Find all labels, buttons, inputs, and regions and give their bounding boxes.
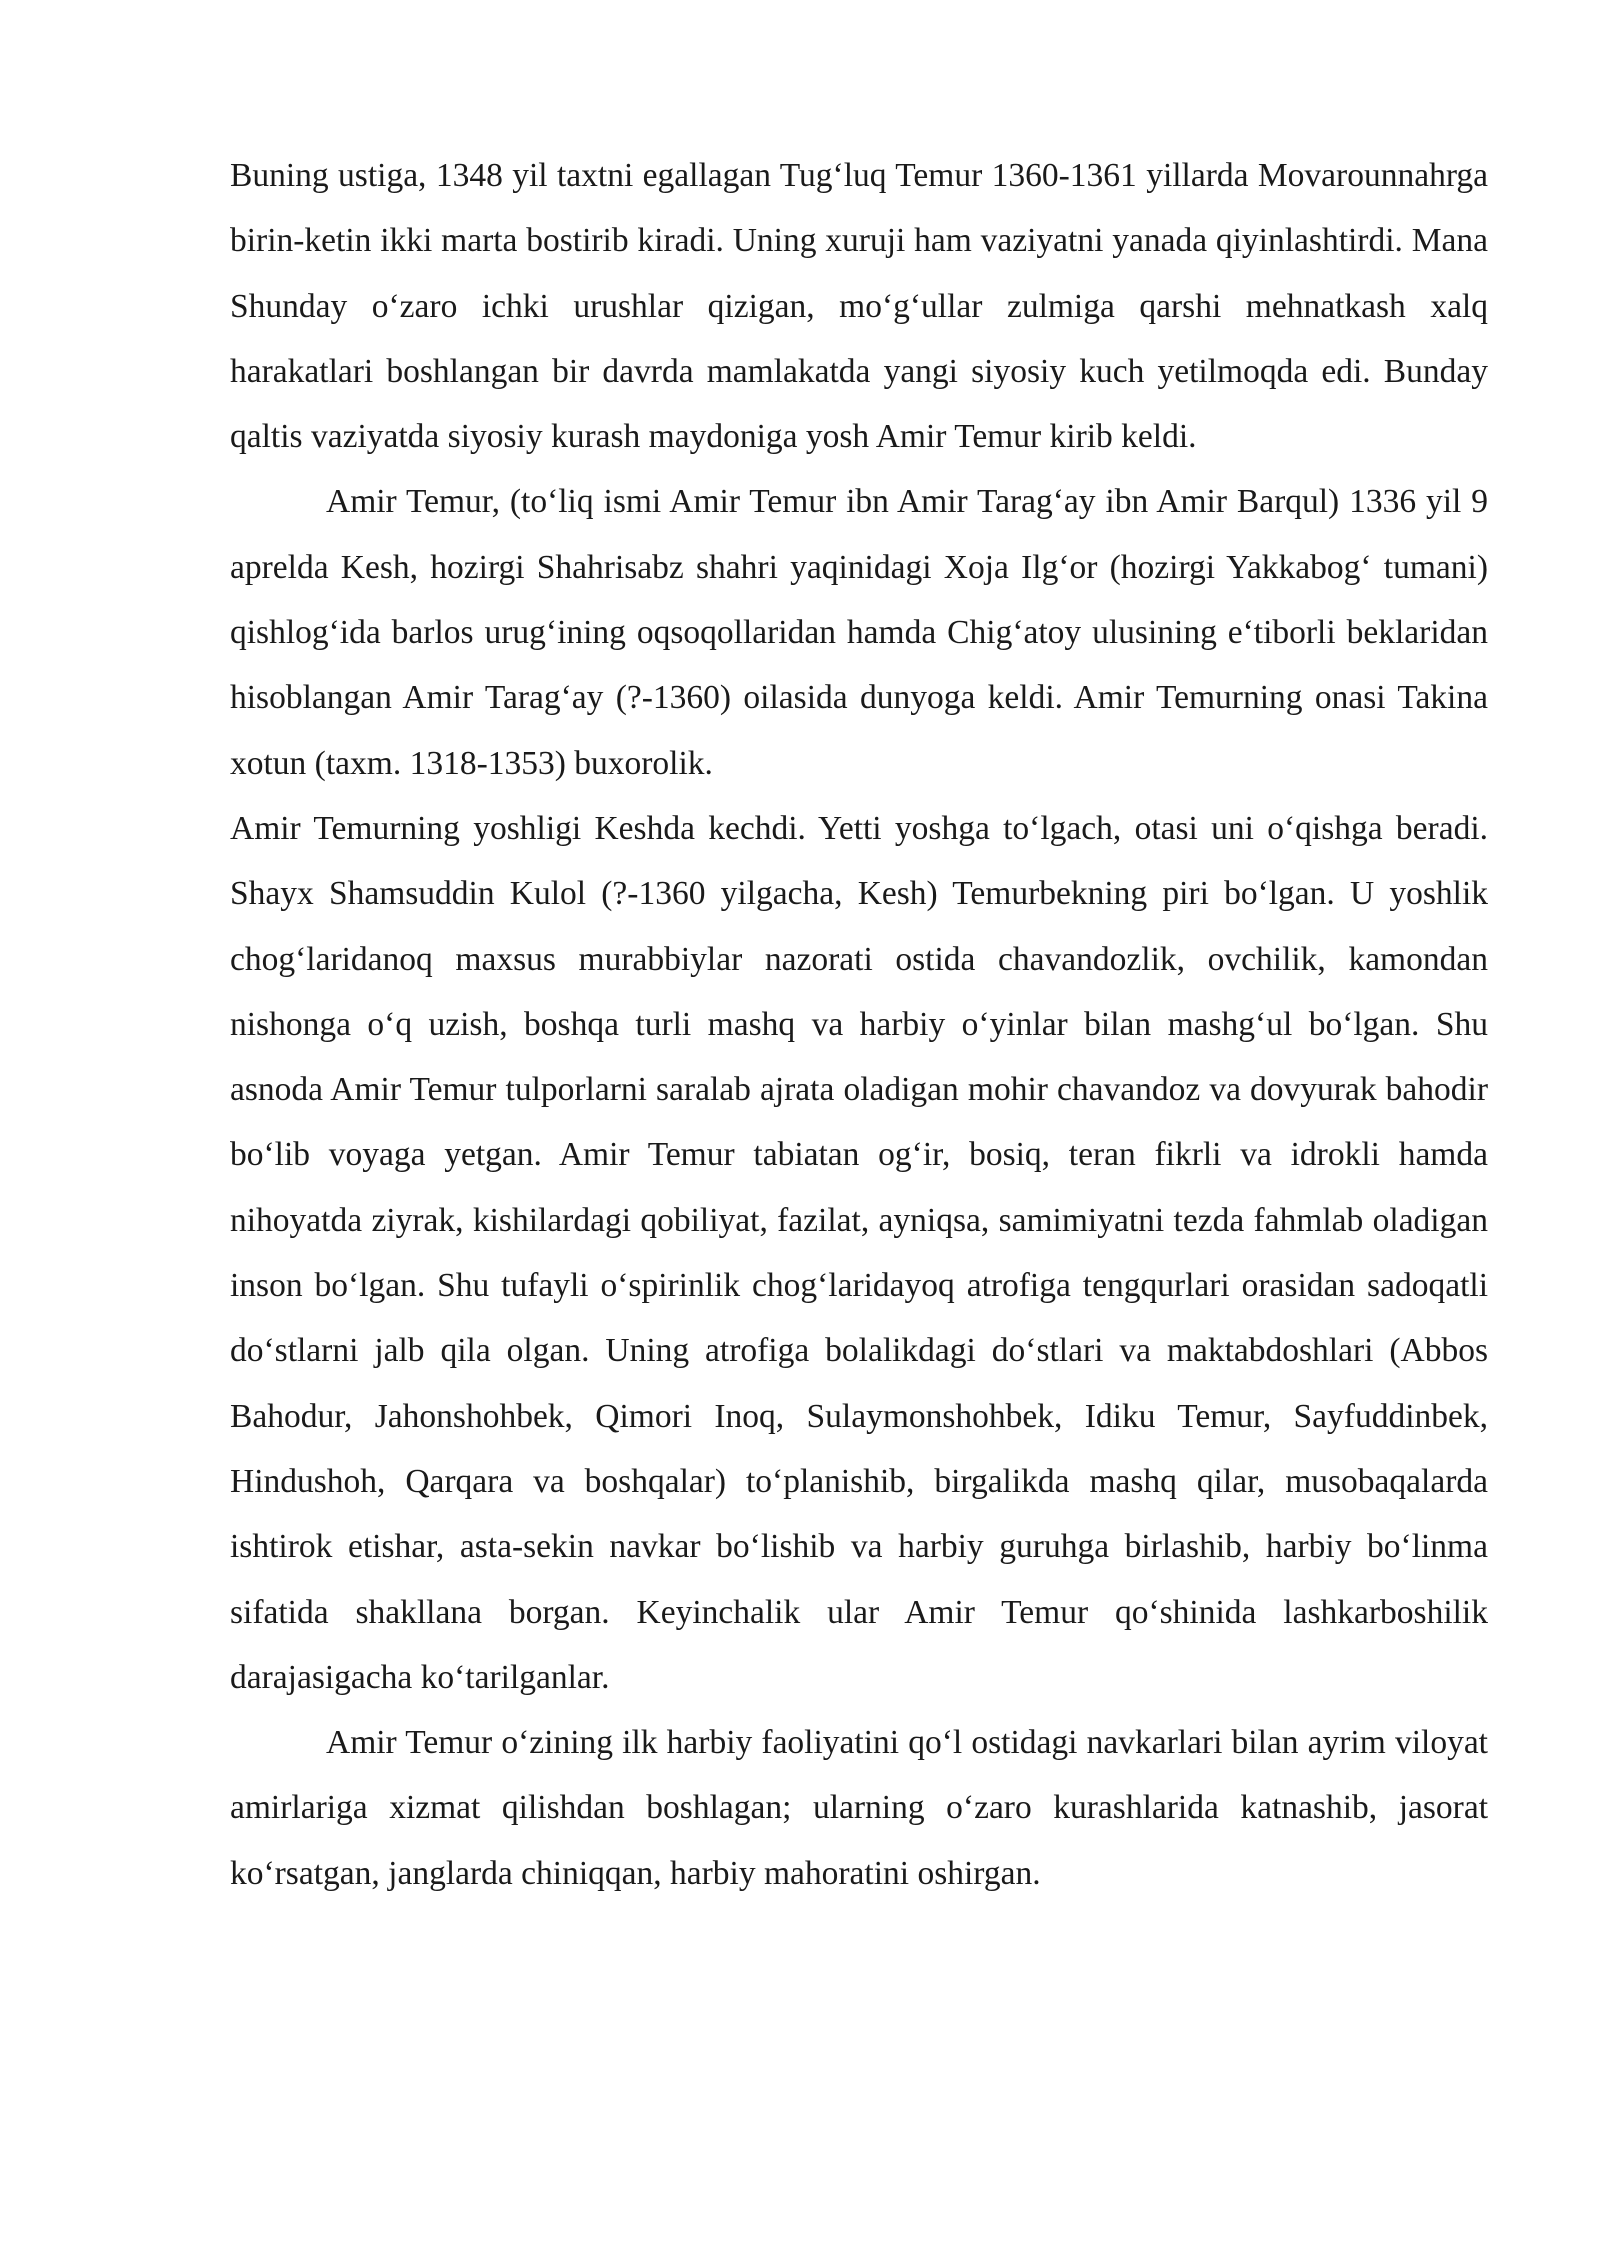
paragraph-3: Amir Temurning yoshligi Keshda kechdi. Yetti yoshga to‘lgach, otasi uni o‘qishga beradi. Shayx Shamsuddin Kulol (?-1360 yilgacha, Kesh) Temurbekning piri bo‘lgan. U yoshlik chog‘laridanoq maxsus murabbiylar nazorati ostida chavandozlik, ovchilik, kamondan nishonga o‘q uzish, boshqa turli mashq va harbiy o‘yinlar bilan mashg‘ul bo‘lgan. Shu asnoda Amir Temur tulporlarni saralab ajrata oladigan mohir chavandoz va dovyurak bahodir bo‘lib voyaga yetgan. Amir Temur tabiatan og‘ir, bosiq, teran fikrli va idrokli hamda nihoyatda ziyrak, kishilardagi qobiliyat, fazilat, ayniqsa, samimiyatni tezda fahmlab oladigan inson bo‘lgan. Shu tufayli o‘spirinlik chog‘laridayoq atrofiga tengqurlari orasidan sadoqatli do‘stlarni jalb qila olgan. Uning atrofiga bolalikdagi do‘stlari va maktabdoshlari (Abbos Bahodur, Jahonshohbek, Qimori Inoq, Sulaymonshohbek, Idiku Temur, Sayfuddinbek, Hindushoh, Qarqara va boshqalar) to‘planishib, birgalikda mashq qilar, musobaqalarda ishtirok etishar, asta-sekin navkar bo‘lishib va harbiy guruhga birlashib, harbiy bo‘linma sifatida shakllana borgan. Keyinchalik ular Amir Temur qo‘shinida lashkarboshilik darajasigacha ko‘tarilganlar.	[230, 809, 1488, 1696]
paragraph-4: Amir Temur o‘zining ilk harbiy faoliyatini qo‘l ostidagi navkarlari bilan ayrim viloyat amirlariga xizmat qilishdan boshlagan; ularning o‘zaro kurashlarida katnashib, jasorat ko‘rsatgan, janglarda chiniqqan, harbiy mahoratini oshirgan.	[230, 1724, 1488, 1892]
document-page	[230, 143, 1488, 1906]
paragraph-1: Buning ustiga, 1348 yil taxtni egallagan Tug‘luq Temur 1360-1361 yillarda Movarounnahrga birin-ketin ikki marta bostirib kiradi. Uning xuruji ham vaziyatni yanada qiyinlashtirdi. Mana Shunday o‘zaro ichki urushlar qizigan, mo‘g‘ullar zulmiga qarshi mehnatkash xalq harakatlari boshlangan bir davrda mamlakatda yangi siyosiy kuch yetilmoqda edi. Bunday qaltis vaziyatda siyosiy kurash maydoniga yosh Amir Temur kirib keldi.	[230, 157, 1488, 456]
paragraph-2: Amir Temur, (to‘liq ismi Amir Temur ibn Amir Tarag‘ay ibn Amir Barqul) 1336 yil 9 aprelda Kesh, hozirgi Shahrisabz shahri yaqinidagi Xoja Ilg‘or (hozirgi Yakkabog‘ tumani) qishlog‘ida barlos urug‘ining oqsoqollaridan hamda Chig‘atoy ulusining e‘tiborli beklaridan hisoblangan Amir Tarag‘ay (?-1360) oilasida dunyoga keldi. Amir Temurning onasi Takina xotun (taxm. 1318-1353) buxorolik.	[230, 483, 1488, 782]
